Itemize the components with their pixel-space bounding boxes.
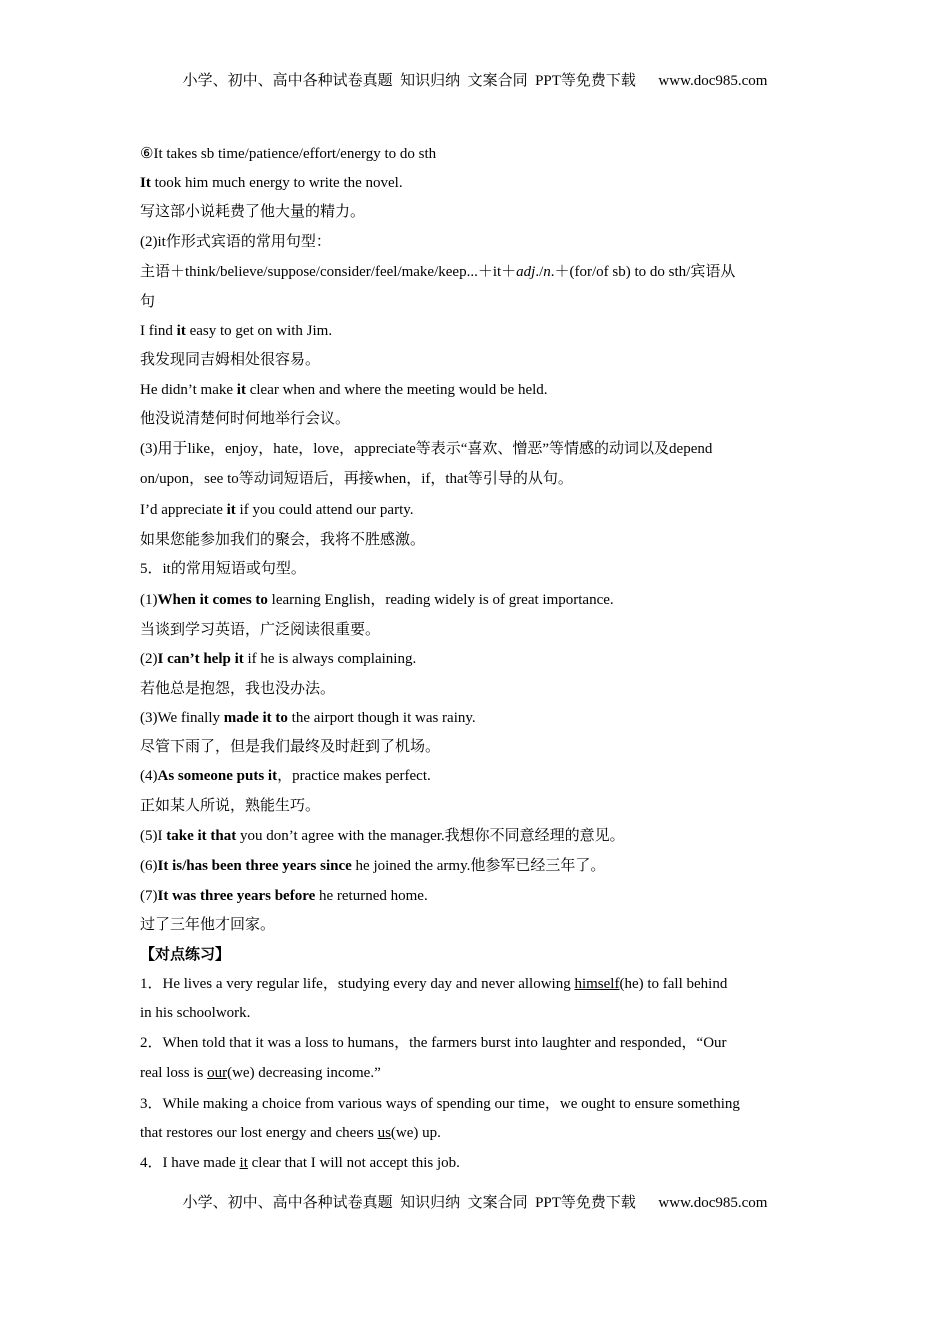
question-2-cont: real loss is our(we) decreasing income.” — [140, 1065, 381, 1081]
list-item: (3)We finally made it to the airport though it was rainy. — [140, 710, 476, 726]
pattern-line-cont: 句 — [140, 294, 156, 310]
example-cn: 写这部小说耗费了他大量的精力。 — [140, 204, 366, 220]
example-cn: 若他总是抱怨，我也没办法。 — [140, 681, 336, 697]
example-en: I’d appreciate it if you could attend our party. — [140, 502, 414, 518]
list-item: (2)I can’t help it if he is always complaining. — [140, 651, 417, 667]
example-cn: 我发现同吉姆相处很容易。 — [140, 352, 321, 368]
example-cn: 正如某人所说，熟能生巧。 — [140, 798, 321, 814]
example-en: He didn’t make it clear when and where the meeting would be held. — [140, 382, 548, 398]
page-footer — [0, 1191, 950, 1212]
example-cn: 他没说清楚何时何地举行会议。 — [140, 411, 351, 427]
rule-line: ⑥It takes sb time/patience/effort/energy to do sth — [140, 146, 437, 162]
pattern-line: 主语＋think/believe/suppose/consider/feel/make/keep...＋it＋adj./n.＋(for/of sb) to do sth/宾语从 — [140, 264, 736, 280]
section-title: 5．it的常用短语或句型。 — [140, 561, 306, 577]
list-item: (1)When it comes to learning English，reading widely is of great importance. — [140, 592, 614, 608]
example-cn: 过了三年他才回家。 — [140, 917, 276, 933]
page-header — [0, 69, 950, 90]
question-3: 3．While making a choice from various ways of spending our time，we ought to ensure something — [140, 1096, 740, 1112]
header-text: 小学、初中、高中各种试卷真题 知识归纳 文案合同 PPT等免费下载 — [182, 73, 636, 89]
answer-blank: us — [377, 1125, 391, 1141]
list-item: (6)It is/has been three years since he joined the army.他参军已经三年了。 — [140, 858, 606, 874]
list-item: (5)I take it that you don’t agree with the manager.我想你不同意经理的意见。 — [140, 828, 625, 844]
answer-blank: it — [239, 1155, 248, 1171]
list-item: (4)As someone puts it，practice makes perfect. — [140, 768, 431, 784]
question-1-cont: in his schoolwork. — [140, 1005, 251, 1021]
answer-blank: our — [207, 1065, 228, 1081]
footer-site-link[interactable]: www.doc985.com — [658, 1195, 768, 1211]
list-item: (7)It was three years before he returned home. — [140, 888, 428, 904]
question-3-cont: that restores our lost energy and cheers us(we) up. — [140, 1125, 441, 1141]
question-1: 1．He lives a very regular life，studying every day and never allowing himself(he) to fall behind — [140, 976, 728, 992]
question-2: 2．When told that it was a loss to humans，the farmers burst into laughter and responded，“Our — [140, 1035, 727, 1051]
header-site-link[interactable]: www.doc985.com — [658, 73, 768, 89]
example-en: It took him much energy to write the novel. — [140, 175, 403, 191]
section-title: (2)it作形式宾语的常用句型： — [140, 234, 331, 250]
example-en: I find it easy to get on with Jim. — [140, 323, 333, 339]
question-4: 4．I have made it clear that I will not accept this job. — [140, 1155, 460, 1171]
practice-title: 【对点练习】 — [140, 947, 231, 963]
section-text: (3)用于like，enjoy，hate，love，appreciate等表示“喜欢、憎恶”等情感的动词以及depend — [140, 441, 713, 457]
section-text-cont: on/upon，see to等动词短语后，再接when，if，that等引导的从句。 — [140, 471, 573, 487]
footer-text: 小学、初中、高中各种试卷真题 知识归纳 文案合同 PPT等免费下载 — [182, 1195, 636, 1211]
example-cn: 当谈到学习英语，广泛阅读很重要。 — [140, 622, 381, 638]
example-cn: 如果您能参加我们的聚会，我将不胜感激。 — [140, 532, 426, 548]
answer-blank: himself — [574, 976, 620, 992]
example-cn: 尽管下雨了，但是我们最终及时赶到了机场。 — [140, 739, 441, 755]
